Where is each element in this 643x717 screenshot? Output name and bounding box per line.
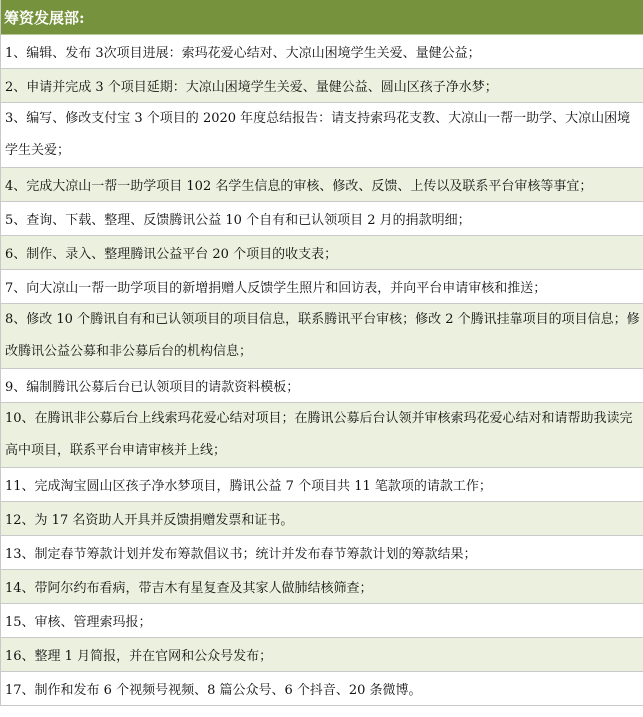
item-text: 11、完成淘宝圆山区孩子净水梦项目，腾讯公益 7 个项目共 11 笔款项的请款工作； — [1, 468, 643, 502]
header-row — [1, 0, 643, 35]
item-text: 9、编制腾讯公募后台已认领项目的请款资料模板； — [1, 369, 643, 403]
table-row — [1, 304, 643, 369]
item-text: 1、编辑、发布 3次项目进展：索玛花爱心结对、大凉山困境学生关爱、量健公益； — [1, 35, 643, 69]
item-text: 10、在腾讯非公募后台上线索玛花爱心结对项目；在腾讯公募后台认领并审核索玛花爱心结对和请帮助我读完高中项目，联系平台申请审核并上线； — [1, 403, 643, 468]
item-text: 17、制作和发布 6 个视频号视频、8 篇公众号、6 个抖音、20 条微博。 — [1, 672, 643, 706]
table-row — [1, 35, 643, 69]
table-row — [1, 536, 643, 570]
table-row — [1, 202, 643, 236]
table-row — [1, 403, 643, 468]
item-text: 13、制定春节筹款计划并发布筹款倡议书；统计并发布春节筹款计划的筹款结果； — [1, 536, 643, 570]
table-row — [1, 168, 643, 202]
item-text: 16、整理 1 月简报，并在官网和公众号发布； — [1, 638, 643, 672]
table-row — [1, 638, 643, 672]
table-row — [1, 369, 643, 403]
table-row — [1, 570, 643, 604]
table-row — [1, 468, 643, 502]
item-text: 5、查询、下载、整理、反馈腾讯公益 10 个自有和已认领项目 2 月的捐款明细； — [1, 202, 643, 236]
item-text: 7、向大凉山一帮一助学项目的新增捐赠人反馈学生照片和回访表，并向平台申请审核和推送； — [1, 270, 643, 304]
item-text: 4、完成大凉山一帮一助学项目 102 名学生信息的审核、修改、反馈、上传以及联系平台审核等事宜； — [1, 168, 643, 202]
item-text: 8、修改 10 个腾讯自有和已认领项目的项目信息，联系腾讯平台审核；修改 2 个腾讯挂靠项目的项目信息；修改腾讯公益公募和非公募后台的机构信息； — [1, 304, 643, 369]
item-text: 3、编写、修改支付宝 3 个项目的 2020 年度总结报告：请支持索玛花支教、大凉山一帮一助学、大凉山困境学生关爱； — [1, 103, 643, 168]
table-row — [1, 103, 643, 168]
item-text: 2、申请并完成 3 个项目延期：大凉山困境学生关爱、量健公益、圆山区孩子净水梦； — [1, 69, 643, 103]
item-text: 6、制作、录入、整理腾讯公益平台 20 个项目的收支表； — [1, 236, 643, 270]
item-text: 12、为 17 名资助人开具并反馈捐赠发票和证书。 — [1, 502, 643, 536]
table-row — [1, 604, 643, 638]
item-text: 15、审核、管理索玛报； — [1, 604, 643, 638]
item-text: 14、带阿尔约布看病，带吉木有星复查及其家人做肺结核筛查； — [1, 570, 643, 604]
section-title: 筹资发展部: — [1, 0, 643, 35]
table-row — [1, 672, 643, 706]
table-row — [1, 236, 643, 270]
table-row — [1, 270, 643, 304]
table-row — [1, 502, 643, 536]
table-row — [1, 69, 643, 103]
